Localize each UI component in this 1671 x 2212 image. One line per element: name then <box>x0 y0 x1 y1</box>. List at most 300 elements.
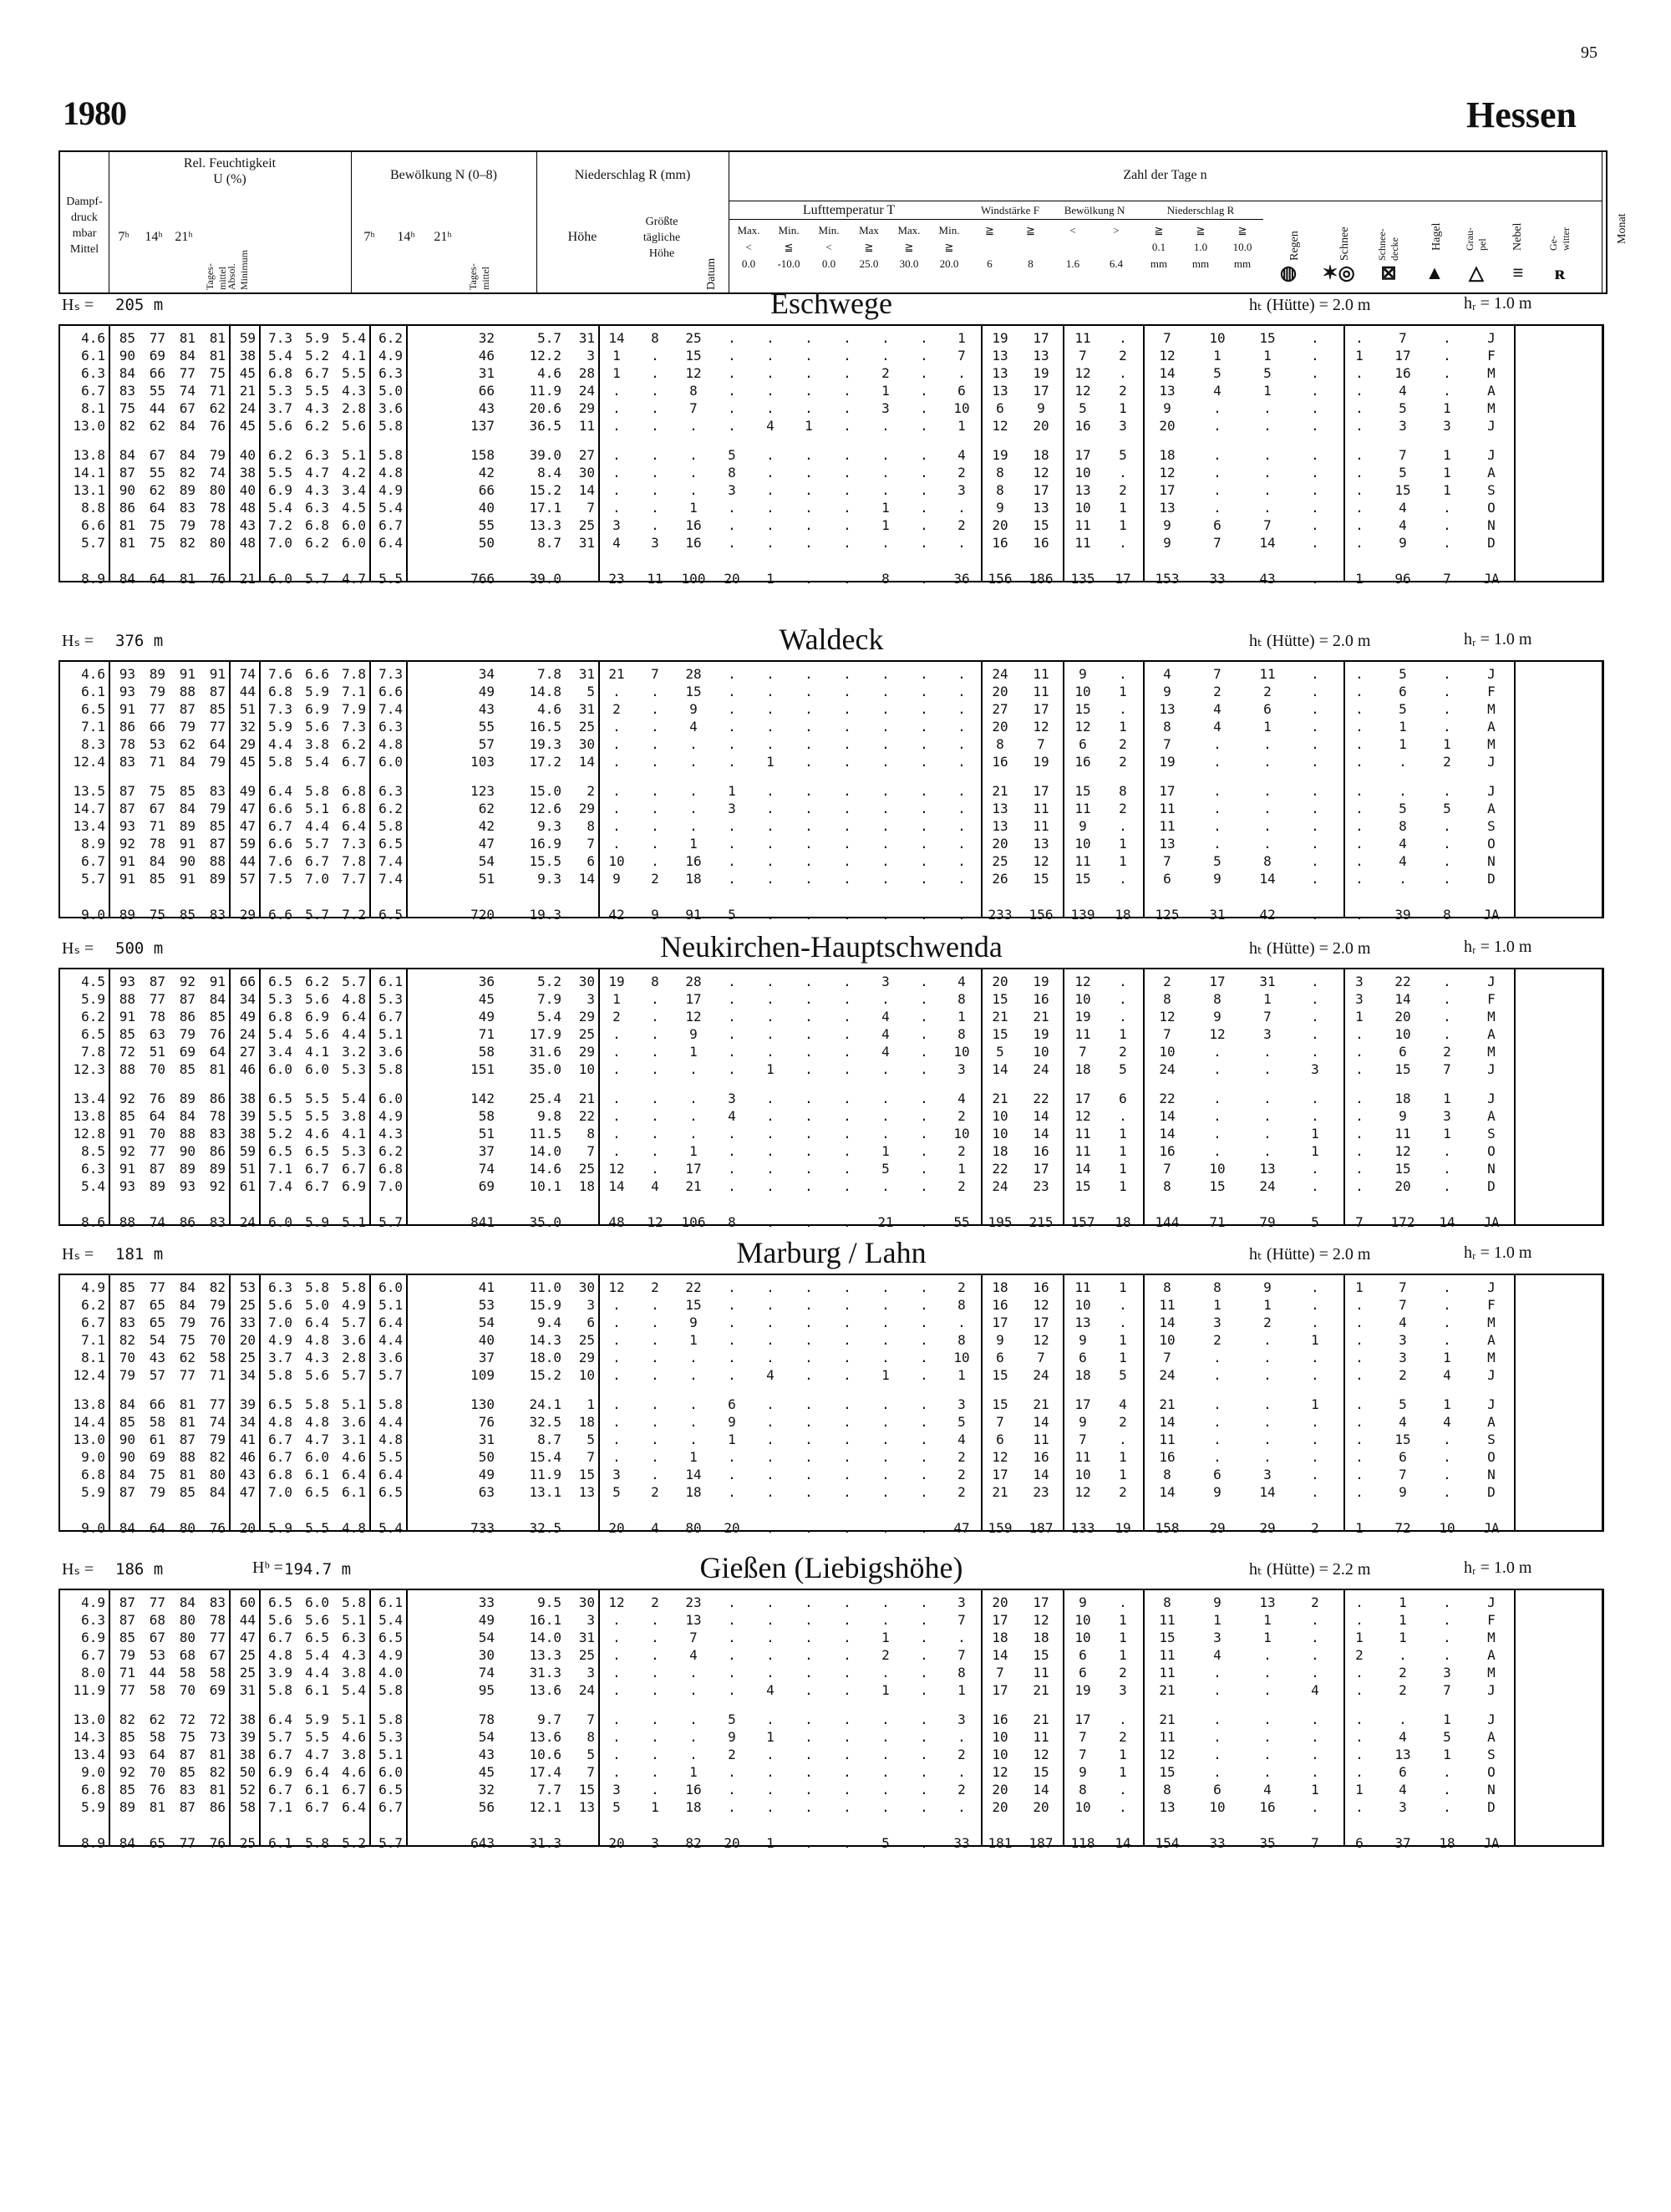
hut-height: hₜ (Hütte) = 2.0 m <box>1249 939 1371 958</box>
table-cell: 79 <box>119 1367 135 1383</box>
table-cell: 82 <box>119 418 135 434</box>
table-cell: . <box>1355 400 1364 416</box>
table-cell: . <box>1355 1682 1364 1698</box>
table-cell: 79 <box>179 517 196 533</box>
table-cell: 1 <box>957 1682 966 1698</box>
table-cell: . <box>728 1126 736 1142</box>
table-cell: 10 <box>1074 836 1091 852</box>
table-cell: . <box>1311 535 1319 551</box>
table-cell: . <box>1311 1279 1319 1295</box>
table-cell: 12 <box>1159 348 1176 364</box>
table-cell: 9 <box>612 871 621 887</box>
table-cell: 7.6 <box>268 666 292 682</box>
table-cell: 6.6 <box>305 666 329 682</box>
table-cell: 30 <box>578 974 595 989</box>
table-cell: 11 <box>1033 684 1049 699</box>
table-cell: 54 <box>478 1314 495 1330</box>
table-cell: 67 <box>209 1647 226 1663</box>
table-cell: 12 <box>1033 1297 1049 1313</box>
table-cell: . <box>1213 1108 1222 1124</box>
table-cell: . <box>1355 1126 1364 1142</box>
table-cell: . <box>612 1431 621 1447</box>
table-cell: 21 <box>1159 1711 1176 1727</box>
table-cell: 21 <box>685 1178 702 1194</box>
table-cell: 54 <box>149 1332 165 1348</box>
table-cell: . <box>728 1061 736 1077</box>
table-cell: J <box>1487 754 1496 770</box>
table-cell: 1 <box>1263 1612 1272 1628</box>
table-cell: 7 <box>1079 1044 1087 1060</box>
table-cell: 83 <box>119 754 135 770</box>
table-cell: 1 <box>1443 1126 1451 1142</box>
table-cell: . <box>920 330 928 346</box>
table-cell: 9 <box>1263 1279 1272 1295</box>
table-cell: 85 <box>209 1009 226 1025</box>
table-cell: . <box>1263 1711 1272 1727</box>
table-cell: . <box>1311 1449 1319 1465</box>
table-cell: . <box>1399 783 1407 799</box>
table-cell: 1 <box>1119 1126 1127 1142</box>
table-cell: . <box>843 1009 851 1025</box>
lufttemp-header: Lufttemperatur T <box>802 203 896 217</box>
table-cell: J <box>1487 783 1496 799</box>
table-cell: 12.1 <box>529 1799 561 1815</box>
table-cell: 1 <box>1355 1520 1364 1536</box>
table-cell: 3.1 <box>342 1431 366 1447</box>
table-cell: 5.6 <box>305 1026 329 1042</box>
table-cell: 9.3 <box>537 818 561 834</box>
table-cell: 20 <box>992 836 1008 852</box>
table-cell: 3 <box>957 1594 966 1610</box>
table-cell: . <box>1443 1431 1451 1447</box>
table-cell: 6.2 <box>305 535 329 551</box>
table-cell: . <box>766 1520 775 1536</box>
table-cell: . <box>920 1520 928 1536</box>
table-cell: . <box>881 853 890 869</box>
table-cell: . <box>612 1630 621 1645</box>
table-cell: . <box>766 383 775 399</box>
table-cell: . <box>920 1431 928 1447</box>
table-cell: 61 <box>239 1178 256 1194</box>
table-cell: 14 <box>1115 1835 1131 1851</box>
table-cell: 1 <box>1355 348 1364 364</box>
table-cell: 11 <box>1033 818 1049 834</box>
table-cell: 8 <box>996 465 1004 481</box>
table-cell: 44 <box>149 400 165 416</box>
table-cell: 1 <box>1443 1711 1451 1727</box>
table-cell: 38 <box>239 465 256 481</box>
table-cell: 3.6 <box>342 1332 366 1348</box>
table-cell: . <box>766 719 775 735</box>
table-cell: 8 <box>1213 991 1222 1007</box>
table-cell: 84 <box>179 1297 196 1313</box>
table-cell: . <box>689 1350 698 1365</box>
table-cell: 5 <box>1399 400 1407 416</box>
table-cell: 24 <box>1259 1178 1276 1194</box>
table-cell: 5.5 <box>305 1108 329 1124</box>
table-cell: 62 <box>209 400 226 416</box>
table-cell: 69 <box>179 1044 196 1060</box>
table-cell: . <box>1213 500 1222 516</box>
table-cell: 5.7 <box>537 330 561 346</box>
table-cell: . <box>689 1747 698 1762</box>
table-cell: 17 <box>992 1612 1008 1628</box>
table-cell: . <box>805 1414 813 1430</box>
table-cell: 157 <box>1070 1214 1095 1230</box>
table-cell: 1 <box>612 991 621 1007</box>
station-elevation: 186 m <box>115 1560 164 1579</box>
table-cell: 10 <box>1033 1044 1049 1060</box>
table-cell: . <box>920 383 928 399</box>
table-cell: 130 <box>470 1396 495 1412</box>
table-cell: 87 <box>119 783 135 799</box>
table-cell: 84 <box>179 754 196 770</box>
groesste-header: Größte tägliche Höhe <box>642 216 681 260</box>
table-cell: . <box>689 1431 698 1447</box>
table-cell: . <box>728 1297 736 1313</box>
table-cell: 64 <box>149 1747 165 1762</box>
table-cell: 48 <box>239 500 256 516</box>
table-cell: 5.3 <box>342 1061 366 1077</box>
table-cell: 5.8 <box>378 1711 403 1727</box>
table-cell: . <box>1263 818 1272 834</box>
table-cell: . <box>881 701 890 717</box>
table-cell: . <box>1355 330 1364 346</box>
table-cell: 85 <box>119 1414 135 1430</box>
table-cell: 49 <box>478 1467 495 1482</box>
table-cell: 6.4 <box>268 1711 292 1727</box>
table-cell: 5.1 <box>342 1711 366 1727</box>
month-row <box>60 1711 1602 1728</box>
table-cell: 91 <box>179 836 196 852</box>
table-cell: 35.0 <box>529 1061 561 1077</box>
table-cell: 13 <box>992 383 1008 399</box>
table-cell: 7.4 <box>378 853 403 869</box>
table-cell: 10 <box>1209 1799 1226 1815</box>
table-cell: 15 <box>1159 1630 1176 1645</box>
table-cell: 17 <box>1159 783 1176 799</box>
table-cell: 5.1 <box>342 1612 366 1628</box>
table-cell: . <box>920 1044 928 1060</box>
table-cell: . <box>1311 907 1319 923</box>
table-cell: . <box>766 400 775 416</box>
table-cell: 93 <box>119 684 135 699</box>
table-cell: 1 <box>1119 1178 1127 1194</box>
table-cell: 8 <box>1163 1782 1171 1798</box>
table-cell: . <box>881 1297 890 1313</box>
table-cell: 5.0 <box>378 383 403 399</box>
table-cell: 12 <box>608 1279 625 1295</box>
schnee-header: Schnee <box>1338 226 1351 261</box>
month-row <box>60 1646 1602 1664</box>
table-cell: 4 <box>1399 1782 1407 1798</box>
table-cell: 14.1 <box>73 465 105 481</box>
month-row <box>60 1366 1602 1384</box>
table-cell: 5.9 <box>268 1520 292 1536</box>
table-cell: 11 <box>1033 1729 1049 1745</box>
table-cell: 9.5 <box>537 1594 561 1610</box>
table-cell: 39 <box>239 1729 256 1745</box>
table-cell: 1 <box>1355 1630 1364 1645</box>
table-cell: 75 <box>149 907 165 923</box>
table-cell: . <box>920 991 928 1007</box>
table-cell: 91 <box>119 1009 135 1025</box>
table-cell: 80 <box>179 1612 196 1628</box>
table-cell: 5.8 <box>305 1396 329 1412</box>
table-cell: . <box>881 1126 890 1142</box>
table-cell: 1 <box>1263 383 1272 399</box>
table-cell: . <box>651 1297 659 1313</box>
table-cell: 4 <box>766 418 775 434</box>
table-cell: 4.1 <box>342 1126 366 1142</box>
table-cell: 4.6 <box>305 1126 329 1142</box>
table-cell: 1 <box>1399 736 1407 752</box>
table-cell: 91 <box>179 666 196 682</box>
table-cell: . <box>843 1044 851 1060</box>
table-cell: 1 <box>1119 1467 1127 1482</box>
table-cell: 6.1 <box>305 1782 329 1798</box>
table-cell: . <box>689 447 698 463</box>
table-cell: J <box>1487 1711 1496 1727</box>
table-cell: 91 <box>119 853 135 869</box>
station-header <box>58 287 1604 321</box>
table-cell: 80 <box>179 1630 196 1645</box>
table-cell: 6.9 <box>81 1630 105 1645</box>
table-cell: 25 <box>239 1350 256 1365</box>
table-cell: . <box>920 801 928 816</box>
table-cell: . <box>1263 1126 1272 1142</box>
table-cell: 1 <box>1263 1297 1272 1313</box>
table-cell: 11 <box>1159 1665 1176 1681</box>
table-cell: 45 <box>239 365 256 381</box>
table-cell: 71 <box>209 1367 226 1383</box>
table-cell: . <box>920 1367 928 1383</box>
datum-header: Datum <box>705 257 718 290</box>
table-cell: 3 <box>1399 1350 1407 1365</box>
table-cell: 20 <box>1394 1009 1411 1025</box>
table-cell: 79 <box>209 1431 226 1447</box>
table-cell: . <box>1355 482 1364 498</box>
table-cell: . <box>1263 1350 1272 1365</box>
table-cell: 39.0 <box>529 447 561 463</box>
table-cell: 79 <box>209 801 226 816</box>
table-cell: 6.7 <box>268 1449 292 1465</box>
table-cell: 1 <box>1311 1126 1319 1142</box>
table-cell: . <box>805 818 813 834</box>
table-cell: 20 <box>1033 418 1049 434</box>
table-cell: 29 <box>578 801 595 816</box>
year-title: 1980 <box>63 94 126 132</box>
table-cell: 25 <box>578 1332 595 1348</box>
table-cell: 4 <box>1311 1682 1319 1698</box>
table-cell: . <box>920 1612 928 1628</box>
table-cell: 12 <box>1159 465 1176 481</box>
table-cell: 5.1 <box>378 1747 403 1762</box>
table-cell: . <box>612 836 621 852</box>
table-cell: . <box>920 701 928 717</box>
table-cell: 32 <box>478 330 495 346</box>
table-cell: . <box>805 1682 813 1698</box>
table-cell: . <box>1443 684 1451 699</box>
table-cell: . <box>957 818 966 834</box>
table-cell: M <box>1487 1665 1496 1681</box>
table-cell: 21 <box>992 1484 1008 1500</box>
table-cell: 3 <box>587 1297 595 1313</box>
table-cell: . <box>1213 1747 1222 1762</box>
table-cell: 2 <box>957 465 966 481</box>
table-cell: . <box>728 666 736 682</box>
table-cell: 5.8 <box>268 1367 292 1383</box>
table-cell: 11.5 <box>529 1126 561 1142</box>
table-cell: 6.0 <box>378 1764 403 1780</box>
month-row <box>60 990 1602 1008</box>
table-cell: 19 <box>1033 1026 1049 1042</box>
table-cell: 70 <box>149 1126 165 1142</box>
table-cell: . <box>1443 1782 1451 1798</box>
table-cell: 10 <box>992 1126 1008 1142</box>
table-cell: . <box>651 1449 659 1465</box>
table-cell: 79 <box>209 1297 226 1313</box>
table-cell: 7.1 <box>342 684 366 699</box>
table-cell: 6.3 <box>378 783 403 799</box>
table-cell: . <box>881 1314 890 1330</box>
table-cell: 86 <box>119 719 135 735</box>
table-cell: 6.0 <box>305 1594 329 1610</box>
table-cell: . <box>766 1161 775 1177</box>
table-cell: 2 <box>651 871 659 887</box>
table-cell: . <box>1311 1484 1319 1500</box>
table-cell: 42 <box>478 818 495 834</box>
table-cell: 7 <box>996 1414 1004 1430</box>
table-cell: 63 <box>149 1026 165 1042</box>
table-cell: 23 <box>608 571 625 587</box>
table-cell: 15 <box>1074 701 1091 717</box>
table-cell: 5.7 <box>378 1835 403 1851</box>
table-cell: . <box>920 1799 928 1815</box>
table-cell: 20 <box>608 1520 625 1536</box>
table-cell: 84 <box>179 1279 196 1295</box>
table-cell: 41 <box>478 1279 495 1295</box>
table-cell: 16 <box>992 1297 1008 1313</box>
table-cell: . <box>1311 1647 1319 1663</box>
table-cell: . <box>689 1414 698 1430</box>
table-cell: 6.1 <box>305 1682 329 1698</box>
table-cell: 7 <box>1213 666 1222 682</box>
table-cell: . <box>920 666 928 682</box>
table-cell: . <box>1443 853 1451 869</box>
table-cell: 90 <box>119 482 135 498</box>
table-cell: . <box>766 853 775 869</box>
table-cell: 7 <box>1079 1747 1087 1762</box>
table-cell: 8 <box>587 818 595 834</box>
table-cell: . <box>957 1764 966 1780</box>
table-cell: . <box>1355 1297 1364 1313</box>
table-cell: 2 <box>1119 1665 1127 1681</box>
table-cell: 88 <box>119 1061 135 1077</box>
table-cell: 6.7 <box>268 1747 292 1762</box>
table-cell: 15 <box>992 1026 1008 1042</box>
table-cell: 3.8 <box>342 1747 366 1762</box>
table-cell: 91 <box>119 701 135 717</box>
table-cell: . <box>1213 1729 1222 1745</box>
table-cell: . <box>881 1799 890 1815</box>
table-cell: . <box>1263 1091 1272 1106</box>
table-cell: . <box>1311 1314 1319 1330</box>
table-cell: 10 <box>578 1367 595 1383</box>
table-cell: 6.2 <box>378 801 403 816</box>
table-cell: . <box>1355 1061 1364 1077</box>
table-cell: . <box>651 701 659 717</box>
table-cell: . <box>1355 801 1364 816</box>
month-row <box>60 1142 1602 1160</box>
table-cell: 6.0 <box>268 1214 292 1230</box>
table-cell: . <box>1443 1297 1451 1313</box>
table-cell: 6.8 <box>305 517 329 533</box>
table-cell: 65 <box>149 1314 165 1330</box>
table-cell: 79 <box>179 1314 196 1330</box>
table-cell: 7.0 <box>378 1178 403 1194</box>
month-row <box>60 399 1602 417</box>
table-cell: 187 <box>1029 1835 1054 1851</box>
table-cell: . <box>612 783 621 799</box>
table-cell: 5 <box>1399 701 1407 717</box>
table-cell: . <box>1311 1178 1319 1194</box>
table-cell: 1 <box>689 1044 698 1060</box>
table-cell: . <box>843 1431 851 1447</box>
table-cell: 83 <box>119 1314 135 1330</box>
table-cell: 4.8 <box>378 465 403 481</box>
table-cell: 17 <box>992 1467 1008 1482</box>
nied-ge-1-header: ≧ 1.0 mm <box>1191 224 1210 270</box>
max-lt-0-header: Max. < 0.0 <box>737 224 760 270</box>
table-cell: 12 <box>1033 1332 1049 1348</box>
table-cell: . <box>651 736 659 752</box>
table-cell: 48 <box>608 1214 625 1230</box>
table-cell: 5.1 <box>342 1396 366 1412</box>
table-cell: 10 <box>1074 991 1091 1007</box>
table-cell: 4 <box>766 1682 775 1698</box>
table-cell: . <box>1443 365 1451 381</box>
table-cell: 19 <box>1074 1682 1091 1698</box>
table-cell: 16 <box>992 1711 1008 1727</box>
table-cell: 5.5 <box>305 1520 329 1536</box>
table-cell: . <box>612 1729 621 1745</box>
table-cell: 4.8 <box>305 1332 329 1348</box>
table-cell: 187 <box>1029 1520 1054 1536</box>
table-cell: 5 <box>1443 801 1451 816</box>
table-cell: 10 <box>953 1126 970 1142</box>
table-cell: 6.8 <box>268 1009 292 1025</box>
table-cell: 78 <box>209 1612 226 1628</box>
table-cell: 7 <box>1079 1431 1087 1447</box>
month-row <box>60 835 1602 852</box>
table-cell: . <box>1213 447 1222 463</box>
table-cell: 6 <box>1213 1782 1222 1798</box>
table-cell: 89 <box>179 482 196 498</box>
table-cell: . <box>881 907 890 923</box>
table-cell: . <box>843 736 851 752</box>
u-21h-header: 21ʰ <box>175 230 193 244</box>
table-cell: 85 <box>119 1729 135 1745</box>
table-cell: 51 <box>478 1126 495 1142</box>
table-cell: 8.1 <box>81 1350 105 1365</box>
table-cell: . <box>920 1665 928 1681</box>
table-cell: 10 <box>1394 1026 1411 1042</box>
table-cell: . <box>920 1682 928 1698</box>
table-cell: . <box>1119 365 1127 381</box>
table-cell: 71 <box>149 754 165 770</box>
table-cell: 2 <box>612 701 621 717</box>
